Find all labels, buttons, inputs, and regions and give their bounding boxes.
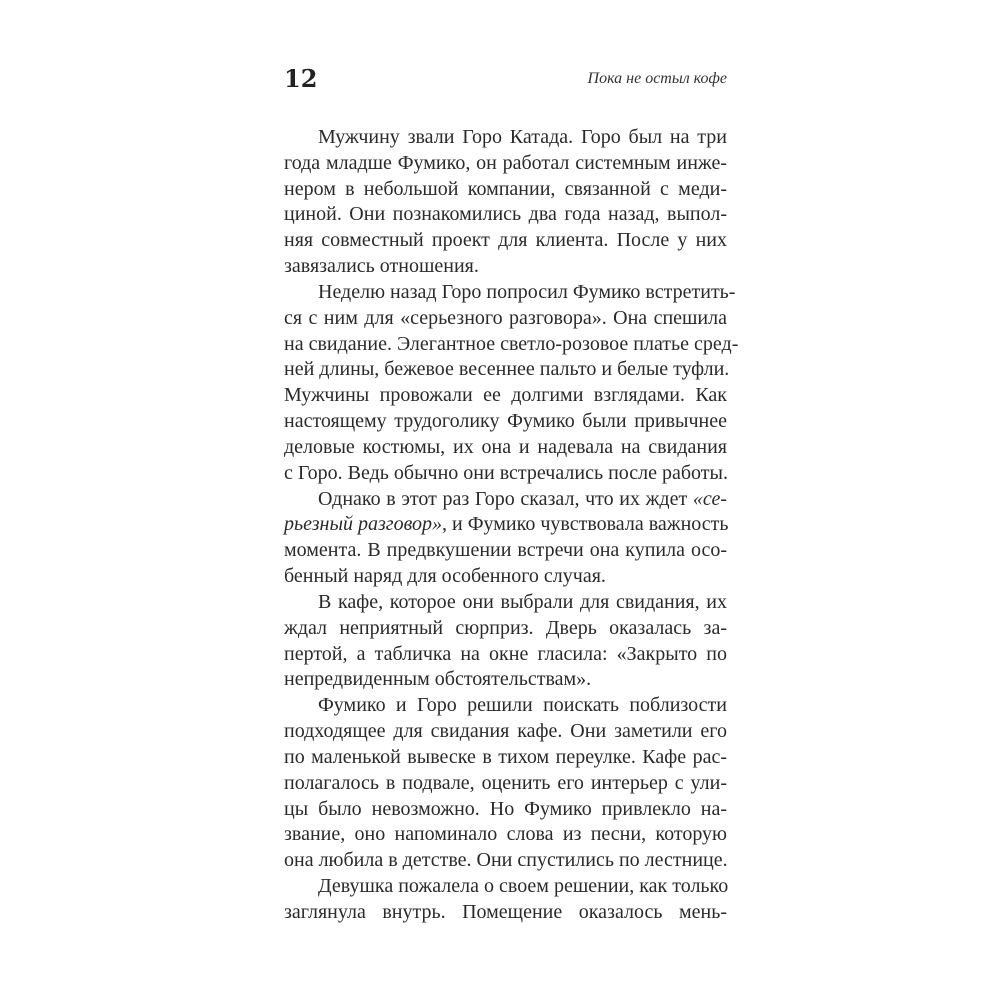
text-line xyxy=(284,487,727,513)
line-text: В кафе, которое они выбрали для свидания, их xyxy=(318,590,727,613)
text-line xyxy=(284,797,727,823)
line-text: ждал неприятный сюрприз. Дверь оказалась за- xyxy=(284,616,727,639)
line-text: с Горо. Ведь обычно они встречались после работы. xyxy=(284,461,728,484)
italic-text: «се- xyxy=(692,487,727,510)
text-line xyxy=(284,280,736,306)
line-text: , и Фумико чувствовала важность xyxy=(442,513,729,536)
text-line xyxy=(284,383,727,409)
text-line xyxy=(284,202,727,228)
line-text: года младше Фумико, он работал системным инже- xyxy=(284,151,727,174)
line-text: звание, оно напоминало слова из песни, которую xyxy=(284,823,727,846)
text-line xyxy=(284,642,727,668)
text-line xyxy=(284,409,727,435)
line-text: Фумико и Горо решили поискать поблизости xyxy=(318,694,727,717)
text-line xyxy=(284,435,727,461)
line-text: завязались отношения. xyxy=(284,255,479,278)
line-text: на свидание. Элегантное светло-розовое платье сред- xyxy=(284,332,739,355)
line-text: по маленькой вывеске в тихом переулке. Кафе рас- xyxy=(284,745,727,768)
text-line xyxy=(284,564,727,590)
text-line xyxy=(284,332,739,358)
text-line xyxy=(284,900,727,926)
line-text: циной. Они познакомились два года назад, выпол- xyxy=(284,203,727,226)
line-text: нером в небольшой компании, связанной с меди- xyxy=(284,177,727,200)
line-text: ся с ним для «серьезного разговора». Она спешила xyxy=(284,306,727,329)
text-line xyxy=(284,151,727,177)
line-text: Девушка пожалела о своем решении, как только xyxy=(318,875,729,898)
text-line xyxy=(284,512,727,538)
line-text: она любила в детстве. Они спустились по лестнице. xyxy=(284,849,728,872)
line-text: настоящему трудоголику Фумико были привычнее xyxy=(284,410,727,433)
line-text: момента. В предвкушении встречи она купила осо- xyxy=(284,539,727,562)
text-line xyxy=(284,693,727,719)
line-text: няя совместный проект для клиента. После у них xyxy=(284,229,727,252)
text-line xyxy=(284,538,727,564)
line-text: непредвиденным обстоятельствам». xyxy=(284,668,592,691)
text-line xyxy=(284,228,727,254)
line-text: Мужчину звали Горо Катада. Горо был на три xyxy=(318,126,727,148)
text-line xyxy=(284,177,727,203)
text-line xyxy=(284,125,727,151)
text-line xyxy=(284,254,727,280)
line-text: ней длины, бежевое весеннее пальто и белые туфли. xyxy=(284,358,730,381)
text-line xyxy=(284,719,727,745)
text-line xyxy=(284,306,727,332)
line-text: цы было невозможно. Но Фумико привлекло на- xyxy=(284,797,727,820)
text-line xyxy=(284,590,727,616)
text-line xyxy=(284,822,727,848)
text-line xyxy=(284,616,727,642)
line-text: Мужчины провожали ее долгими взглядами. Как xyxy=(284,384,727,407)
line-text: полагалось в подвале, оценить его интерьер с ули- xyxy=(284,771,727,794)
line-text: деловые костюмы, их она и надевала на свидания xyxy=(284,435,727,458)
line-text: заглянула внутрь. Помещение оказалось мень- xyxy=(284,900,727,923)
page-number: 12 xyxy=(284,64,318,93)
line-text: подходящее для свидания кафе. Они заметили его xyxy=(284,720,727,743)
text-line xyxy=(284,874,727,900)
text-line xyxy=(284,461,727,487)
line-text: пертой, а табличка на окне гласила: «Закрыто по xyxy=(284,642,727,665)
text-line xyxy=(284,745,727,771)
text-line xyxy=(284,357,730,383)
line-text: Однако в этот раз Горо сказал, что их ждет xyxy=(318,487,693,510)
text-line xyxy=(284,667,727,693)
running-title: Пока не остыл кофе xyxy=(587,70,727,87)
italic-text: рьезный разговор» xyxy=(284,513,443,536)
text-line xyxy=(284,771,727,797)
body-text xyxy=(284,125,739,926)
text-line xyxy=(284,848,727,874)
line-text: Неделю назад Горо попросил Фумико встретить- xyxy=(318,280,736,303)
line-text: бенный наряд для особенного случая. xyxy=(284,565,606,588)
